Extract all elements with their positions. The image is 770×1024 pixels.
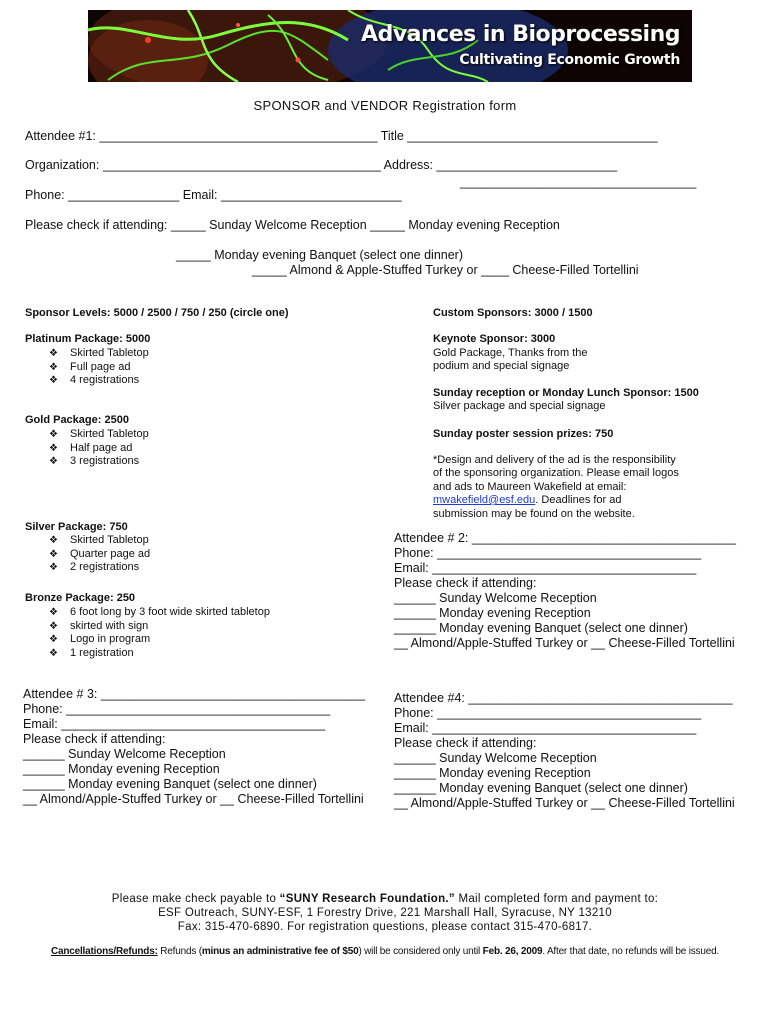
diamond-bullet-icon: ❖ bbox=[49, 348, 58, 359]
attendee2-name-field[interactable]: Attendee # 2: ______________________________________ bbox=[394, 531, 737, 545]
sunday-reception-sponsor-title: Sunday reception or Monday Lunch Sponsor: 1500 bbox=[433, 387, 699, 399]
attendee2-phone-field[interactable]: Phone: ______________________________________ bbox=[394, 546, 702, 560]
list-item: ❖ Skirted Tabletop bbox=[49, 534, 149, 546]
gold-package-title: Gold Package: 2500 bbox=[25, 414, 129, 426]
diamond-bullet-icon: ❖ bbox=[49, 548, 58, 560]
attendee1-banquet-line[interactable]: _____ Monday evening Banquet (select one dinner) bbox=[176, 248, 464, 262]
keynote-sponsor-desc-2: podium and special signage bbox=[433, 360, 570, 372]
attendee3-monday-option[interactable]: ______ Monday evening Reception bbox=[23, 762, 220, 776]
header-banner bbox=[88, 10, 692, 82]
list-item: ❖ Quarter page ad bbox=[49, 547, 151, 560]
list-item: ❖ 1 registration bbox=[49, 646, 134, 659]
list-item: ❖ Full page ad bbox=[49, 360, 131, 373]
banner-title: Advances in Bioprocessing bbox=[361, 22, 680, 47]
list-item: ❖ 6 foot long by 3 foot wide skirted tabletop bbox=[49, 606, 270, 618]
attendee4-sunday-option[interactable]: ______ Sunday Welcome Reception bbox=[394, 751, 597, 765]
gold-package-list bbox=[25, 428, 149, 469]
bronze-package-list bbox=[25, 606, 270, 660]
ad-note-line-5: submission may be found on the website. bbox=[433, 508, 635, 520]
footer-payment-line: Please make check payable to “SUNY Research Foundation.” Mail completed form and payment to: bbox=[111, 893, 659, 905]
attendee3-banquet-option[interactable]: ______ Monday evening Banquet (select one dinner) bbox=[23, 777, 317, 791]
attendee3-name-field[interactable]: Attendee # 3: ______________________________________ bbox=[23, 687, 366, 701]
bronze-package-title: Bronze Package: 250 bbox=[25, 592, 136, 604]
attendee4-dinner-option[interactable]: __ Almond/Apple-Stuffed Turkey or __ Cheese-Filled Tortellini bbox=[394, 796, 735, 810]
diamond-bullet-icon: ❖ bbox=[49, 620, 58, 632]
sponsor-levels-header: Sponsor Levels: 5000 / 2500 / 750 / 250 (circle one) bbox=[25, 307, 289, 319]
silver-package-list bbox=[25, 534, 150, 575]
list-item: ❖ 2 registrations bbox=[49, 561, 140, 573]
custom-sponsors-header: Custom Sponsors: 3000 / 1500 bbox=[433, 307, 593, 319]
diamond-bullet-icon: ❖ bbox=[49, 442, 58, 454]
attendee3-check-label: Please check if attending: bbox=[23, 732, 166, 746]
attendee2-check-label: Please check if attending: bbox=[394, 576, 537, 590]
attendee4-banquet-option[interactable]: ______ Monday evening Banquet (select one dinner) bbox=[394, 781, 688, 795]
attendee4-email-field[interactable]: Email: ______________________________________ bbox=[394, 721, 697, 735]
sunday-reception-sponsor-desc: Silver package and special signage bbox=[433, 400, 606, 412]
diamond-bullet-icon: ❖ bbox=[49, 361, 58, 373]
ad-note-line-4: mwakefield@esf.edu. Deadlines for ad bbox=[433, 494, 622, 506]
diamond-bullet-icon: ❖ bbox=[49, 456, 58, 467]
diamond-bullet-icon: ❖ bbox=[49, 562, 58, 573]
diamond-bullet-icon: ❖ bbox=[49, 634, 58, 645]
diamond-bullet-icon: ❖ bbox=[49, 607, 58, 618]
list-item: ❖ 4 registrations bbox=[49, 374, 140, 386]
poster-prizes-title: Sunday poster session prizes: 750 bbox=[433, 428, 614, 440]
list-item: ❖ Logo in program bbox=[49, 633, 151, 645]
attendee4-phone-field[interactable]: Phone: ______________________________________ bbox=[394, 706, 702, 720]
attendee1-phone-email-line[interactable]: Phone: ________________ Email: __________________________ bbox=[25, 188, 402, 202]
silver-package-title: Silver Package: 750 bbox=[25, 521, 128, 533]
attendee2-banquet-option[interactable]: ______ Monday evening Banquet (select one dinner) bbox=[394, 621, 688, 635]
attendee4-check-label: Please check if attending: bbox=[394, 736, 537, 750]
attendee3-email-field[interactable]: Email: ______________________________________ bbox=[23, 717, 326, 731]
attendee1-dinner-line[interactable]: _____ Almond & Apple-Stuffed Turkey or ____ Cheese-Filled Tortellini bbox=[252, 263, 639, 277]
diamond-bullet-icon: ❖ bbox=[49, 375, 58, 386]
ad-note-line-2: of the sponsoring organization. Please email logos bbox=[433, 467, 679, 479]
ad-note-line-3: and ads to Maureen Wakefield at email: bbox=[433, 481, 627, 493]
keynote-sponsor-title: Keynote Sponsor: 3000 bbox=[433, 333, 556, 345]
list-item: ❖ 3 registrations bbox=[49, 455, 140, 467]
attendee2-dinner-option[interactable]: __ Almond/Apple-Stuffed Turkey or __ Cheese-Filled Tortellini bbox=[394, 636, 735, 650]
attendee2-monday-option[interactable]: ______ Monday evening Reception bbox=[394, 606, 591, 620]
attendee1-address-line2[interactable]: __________________________________ bbox=[460, 175, 697, 189]
footer-address-line: ESF Outreach, SUNY-ESF, 1 Forestry Drive, 221 Marshall Hall, Syracuse, NY 13210 bbox=[158, 907, 612, 919]
list-item: ❖ Half page ad bbox=[49, 441, 133, 454]
attendee1-attendance-line[interactable]: Please check if attending: _____ Sunday Welcome Reception _____ Monday evening Reception bbox=[25, 218, 560, 232]
attendee2-email-field[interactable]: Email: ______________________________________ bbox=[394, 561, 697, 575]
attendee4-name-field[interactable]: Attendee #4: ______________________________________ bbox=[394, 691, 733, 705]
cancellation-policy: Cancellations/Refunds: Refunds (minus an administrative fee of $50) will be considered only until Feb. 26, 2009. After that date, no refunds will be issued. bbox=[50, 946, 720, 957]
form-title: SPONSOR and VENDOR Registration form bbox=[253, 98, 517, 113]
diamond-bullet-icon: ❖ bbox=[49, 647, 58, 659]
attendee3-phone-field[interactable]: Phone: ______________________________________ bbox=[23, 702, 331, 716]
footer-contact-line: Fax: 315-470-6890. For registration questions, please contact 315-470-6817. bbox=[177, 921, 593, 933]
attendee1-name-title-line[interactable]: Attendee #1: ________________________________________ Title ____________________________________ bbox=[25, 129, 658, 143]
attendee1-organization-address-line[interactable]: Organization: ________________________________________ Address: __________________________ bbox=[25, 158, 618, 172]
attendee4-monday-option[interactable]: ______ Monday evening Reception bbox=[394, 766, 591, 780]
platinum-package-list bbox=[25, 347, 149, 388]
ad-note-line-1: *Design and delivery of the ad is the responsibility bbox=[433, 454, 676, 466]
attendee3-dinner-option[interactable]: __ Almond/Apple-Stuffed Turkey or __ Cheese-Filled Tortellini bbox=[23, 792, 364, 806]
banner-subtitle: Cultivating Economic Growth bbox=[459, 52, 680, 68]
keynote-sponsor-desc-1: Gold Package, Thanks from the bbox=[433, 347, 588, 359]
list-item: ❖ Skirted Tabletop bbox=[49, 347, 149, 359]
diamond-bullet-icon: ❖ bbox=[49, 535, 58, 546]
list-item: ❖ skirted with sign bbox=[49, 619, 149, 632]
diamond-bullet-icon: ❖ bbox=[49, 429, 58, 440]
attendee2-sunday-option[interactable]: ______ Sunday Welcome Reception bbox=[394, 591, 597, 605]
platinum-package-title: Platinum Package: 5000 bbox=[25, 333, 151, 345]
list-item: ❖ Skirted Tabletop bbox=[49, 428, 149, 440]
email-link[interactable]: mwakefield@esf.edu bbox=[433, 494, 536, 506]
attendee3-sunday-option[interactable]: ______ Sunday Welcome Reception bbox=[23, 747, 226, 761]
